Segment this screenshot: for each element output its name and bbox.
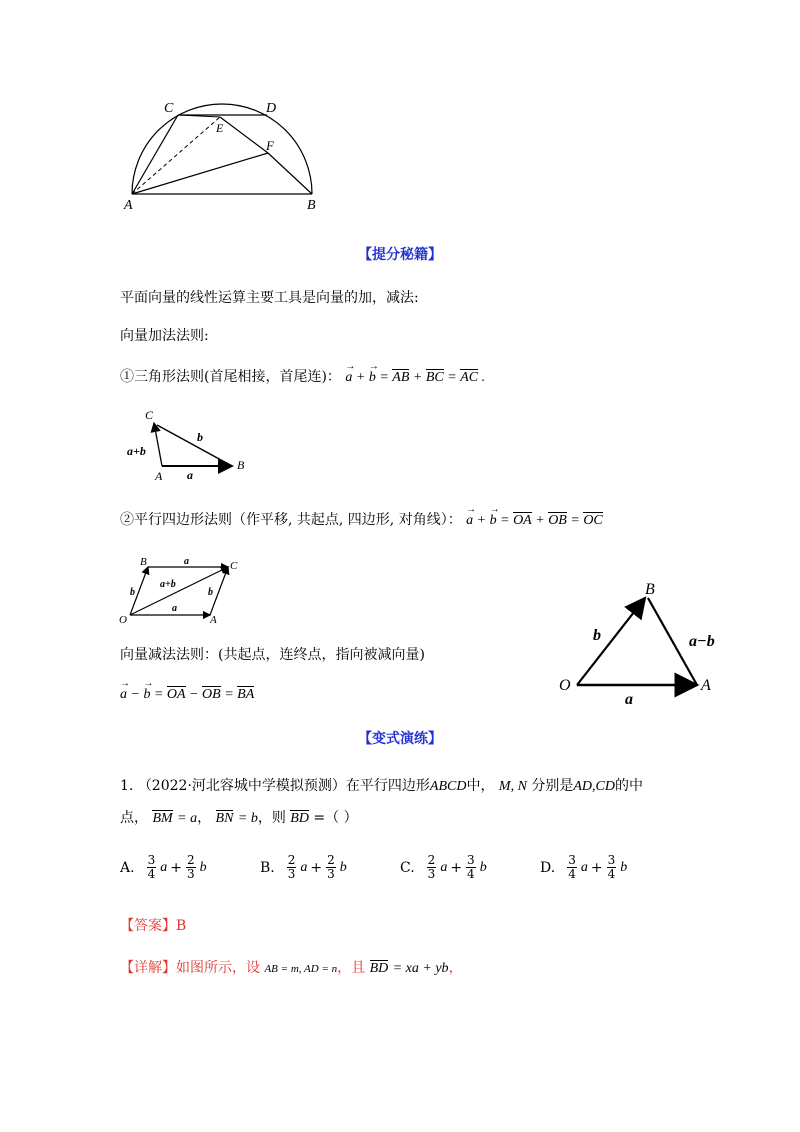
answer-value: B <box>176 918 187 934</box>
detail-eq: = xa + yb <box>392 961 449 976</box>
subtraction-figure <box>555 580 730 705</box>
fig4-label-b: B <box>645 581 655 598</box>
fig3-label-vb-right: b <box>208 587 213 598</box>
answer-label: 【答案】 <box>120 918 176 934</box>
problem-bn: BN <box>216 809 234 829</box>
label-e: E <box>216 121 224 135</box>
option-a[interactable]: A. $\frac{3}{4}$ a + $\frac{2}{3}$ b <box>120 853 207 881</box>
problem-eq-b: = b <box>237 811 258 826</box>
subtraction-rule: 向量减法法则：(共起点，连终点，指向被减向量) <box>120 647 425 663</box>
semicircle-figure <box>120 98 330 213</box>
problem-line-2: 点， BM = a， BN = b，则 BD =（ ） <box>120 808 358 829</box>
triangle-rule-figure <box>125 405 260 485</box>
problem-line-1 <box>120 776 643 797</box>
vector-a-plus-b <box>154 423 162 466</box>
intro-line-1: 平面向量的线性运算主要工具是向量的加，减法: <box>120 290 419 306</box>
triangle-rule <box>120 367 485 388</box>
fig2-label-vab: a+b <box>127 444 146 458</box>
label-c: C <box>164 101 174 116</box>
problem-number: 1. <box>120 778 134 794</box>
label-d: D <box>266 101 277 116</box>
detail-end: ， <box>448 960 463 976</box>
intro-line-2: 向量加法法则: <box>120 328 209 344</box>
detail-line <box>120 958 463 979</box>
fig3-label-vab: a+b <box>160 579 176 590</box>
section-title-tips: 【提分秘籍】 <box>358 247 442 263</box>
triangle-rule-text: ①三角形法则(首尾相接，首尾连)： <box>120 369 341 385</box>
subtraction-formula: → a − → b = OA − OB = BA <box>120 685 254 705</box>
option-c[interactable]: C. $\frac{2}{3}$ a + $\frac{3}{4}$ b <box>400 853 487 881</box>
label-a: A <box>124 198 133 213</box>
fig4-label-va: a <box>625 691 633 705</box>
problem-mid: 中， <box>466 778 495 794</box>
triangle-rule-formula: → a + → b = AB + BC = AC . <box>345 370 485 385</box>
detail-ab: AB = m, AD = n <box>264 963 338 975</box>
fig2-label-b: B <box>237 458 245 472</box>
label-f: F <box>266 138 274 153</box>
section-title-practice: 【变式演练】 <box>358 731 442 747</box>
fig2-label-vb: b <box>197 430 203 444</box>
problem-adcd: AD,CD <box>573 779 615 794</box>
problem-fenbie: 分别是 <box>531 778 574 794</box>
problem-mn: M, N <box>498 779 527 794</box>
option-b[interactable]: B. $\frac{2}{3}$ a + $\frac{2}{3}$ b <box>260 853 347 881</box>
segment-ef <box>220 117 268 153</box>
vector-b <box>157 425 232 466</box>
dashed-ae <box>132 117 220 194</box>
option-d[interactable]: D. $\frac{3}{4}$ a + $\frac{3}{4}$ b <box>540 853 628 881</box>
fig3-label-va-top: a <box>184 556 189 567</box>
fig4-label-vb: b <box>593 627 601 644</box>
fig2-label-a: A <box>155 469 163 483</box>
problem-abcd: ABCD <box>429 779 467 794</box>
problem-dezhong: 的中 <box>614 778 643 794</box>
fig4-ob <box>577 598 645 685</box>
answer-line <box>120 916 186 936</box>
parallelogram-rule <box>120 510 603 531</box>
problem-bd: BD <box>290 809 309 829</box>
fig4-label-vamb: a−b <box>689 633 715 650</box>
fig3-label-a: A <box>210 614 217 626</box>
problem-bm: BM <box>152 809 172 829</box>
fig3-label-b: B <box>140 556 147 568</box>
fig3-label-c: C <box>230 560 238 572</box>
fig3-label-o: O <box>119 614 127 626</box>
detail-bd: BD <box>370 959 389 979</box>
fig4-label-a: A <box>701 677 711 694</box>
fig2-label-va: a <box>187 468 193 482</box>
detail-label: 【详解】 <box>120 960 176 976</box>
fig3-label-va-bottom: a <box>172 603 177 614</box>
fig3-label-vb-left: b <box>130 587 135 598</box>
detail-text-2: ，且 <box>337 960 366 976</box>
label-b: B <box>307 198 316 213</box>
problem-blank: =（ ） <box>313 810 358 826</box>
parallelogram-rule-figure <box>118 553 248 627</box>
parallelogram-rule-formula: → a + → b = OA + OB = OC <box>466 513 603 528</box>
detail-text-1: 如图所示，设 <box>176 960 260 976</box>
problem-ze: ，则 <box>257 810 286 826</box>
problem-eq-a: = a <box>177 811 198 826</box>
fig4-label-o: O <box>559 677 571 694</box>
problem-dian: 点， <box>120 810 148 826</box>
problem-source: （2022·河北容城中学模拟预测）在平行四边形 <box>137 778 430 794</box>
fig2-label-c: C <box>145 408 154 422</box>
parallelogram-rule-text: ②平行四边形法则（作平移, 共起点, 四边形, 对角线）： <box>120 512 462 528</box>
semicircle-arc <box>132 104 312 194</box>
